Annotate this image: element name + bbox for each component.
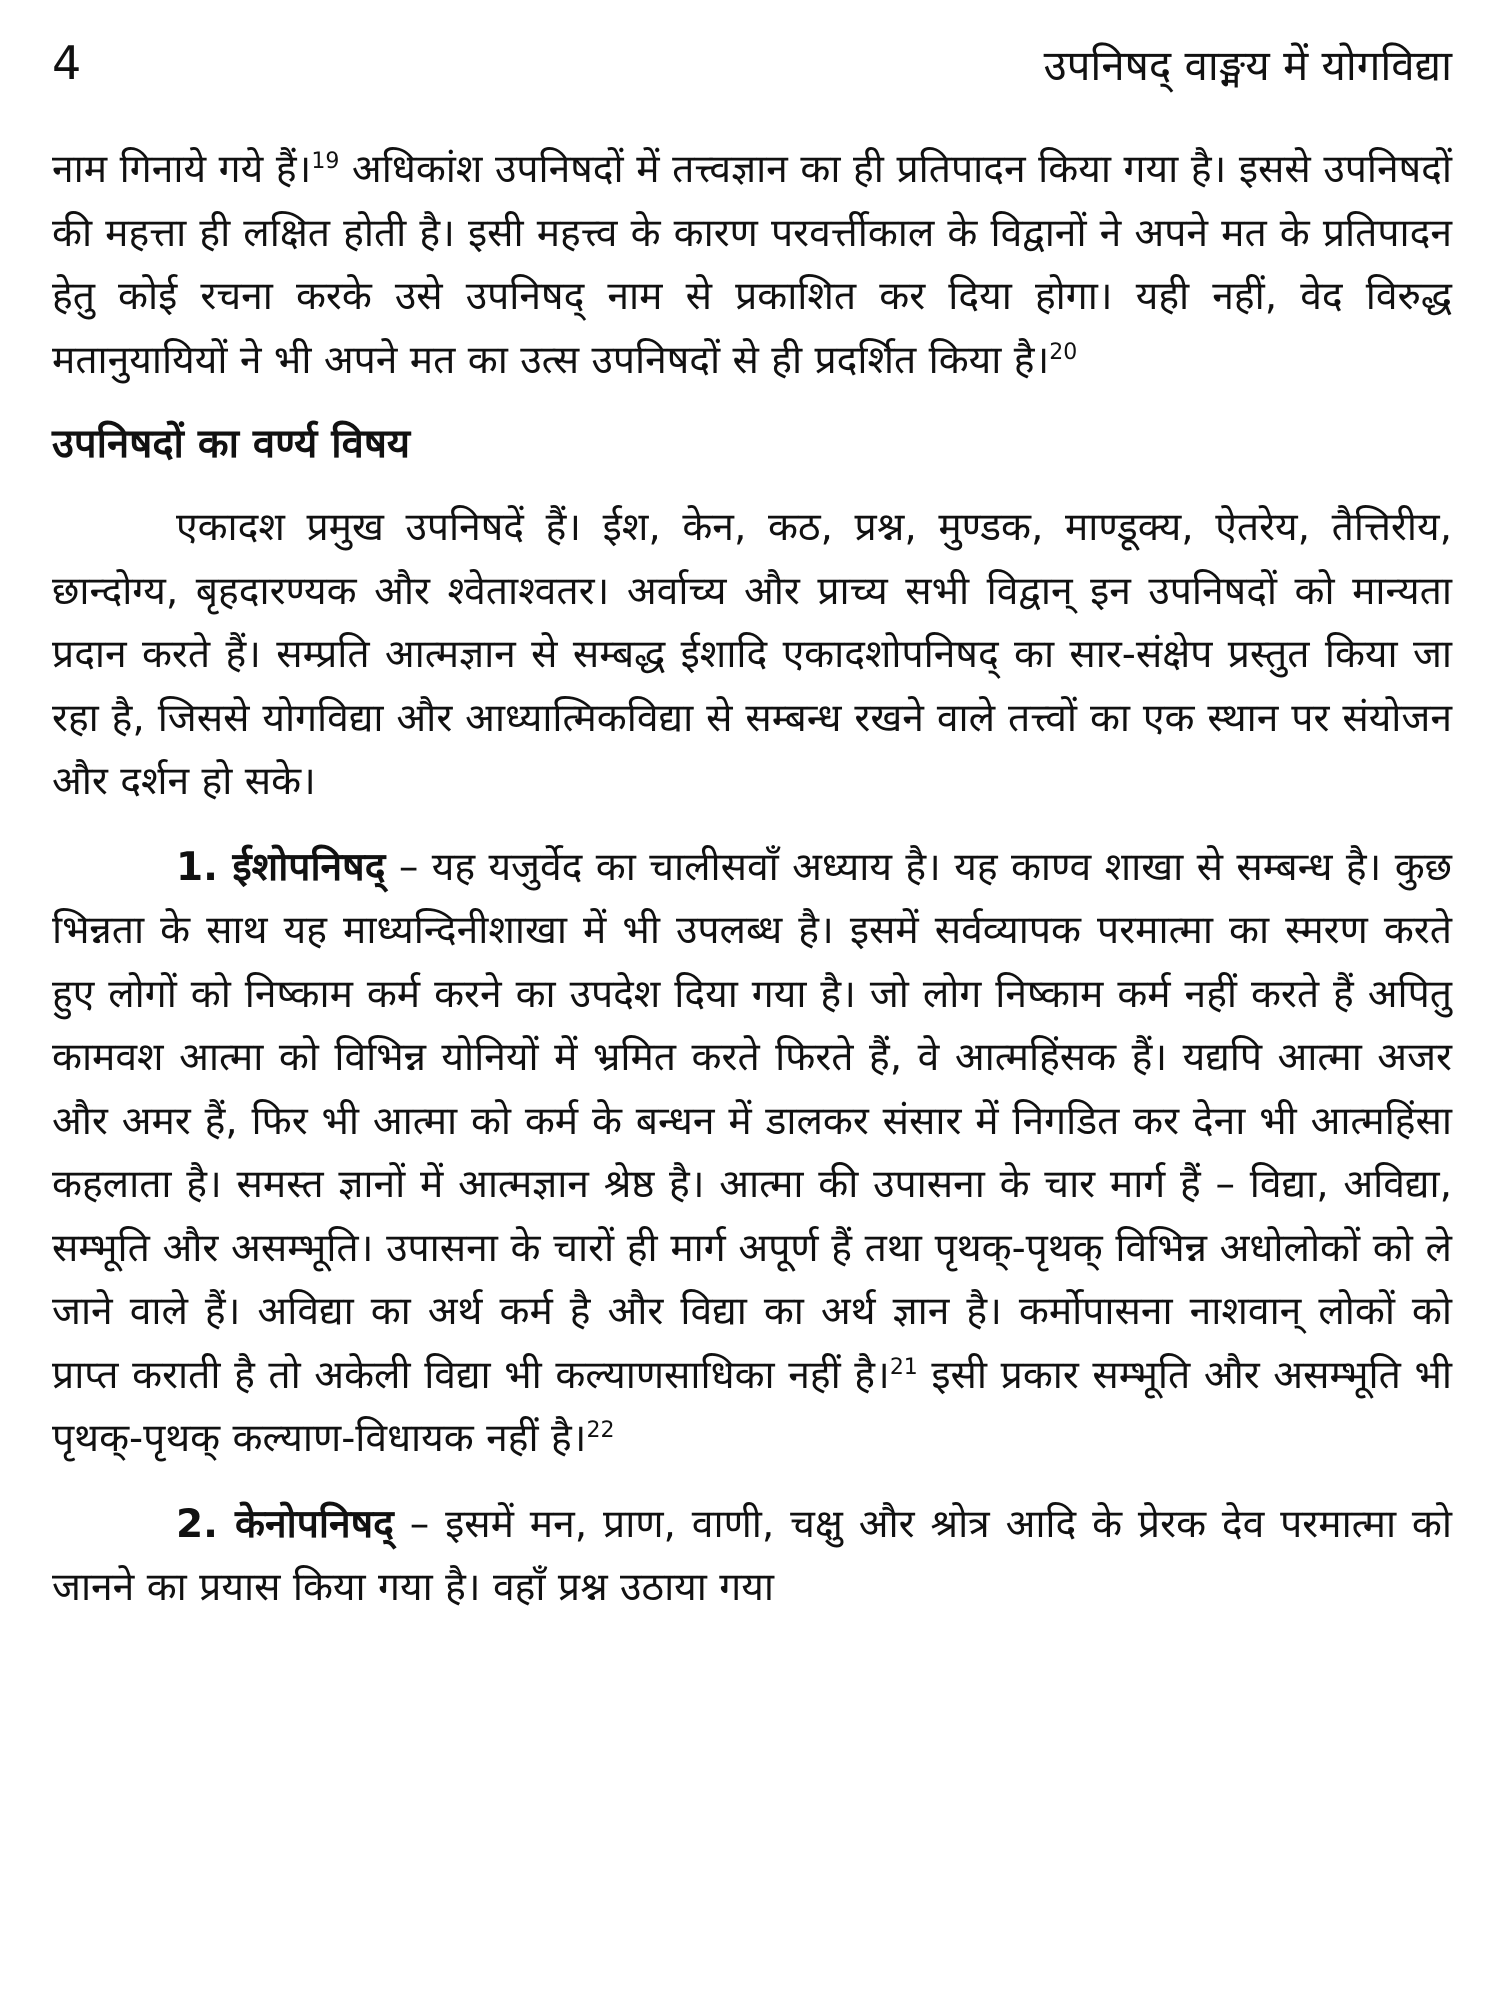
footnote-ref-19: 19	[311, 149, 340, 174]
paragraph-3	[52, 836, 1452, 1471]
paragraph-3-text-b: इसी प्रकार सम्भूति और असम्भूति भी पृथक्-पृथक् कल्याण-विधायक नहीं है।	[52, 1352, 1452, 1461]
paragraph-4-text: – इसमें मन, प्राण, वाणी, चक्षु और श्रोत्र आदि के प्रेरक देव परमात्मा को जानने का प्रयास किया गया है। वहाँ प्रश्न उठाया गया	[52, 1501, 1452, 1610]
page-header	[52, 20, 1452, 110]
kenopanishad-term: 2. केनोपनिषद्	[176, 1501, 394, 1547]
paragraph-4	[52, 1493, 1452, 1620]
paragraph-1-text-b: अधिकांश उपनिषदों में तत्त्वज्ञान का ही प्रतिपादन किया गया है। इससे उपनिषदों की महत्ता ही लक्षित होती है। इसी महत्त्व के कारण परवर्त्तीकाल के विद्वानों ने अपने मत के प्रतिपादन हेतु कोई रचना करके उसे उपनिषद् नाम से प्रकाशित कर दिया होगा। यही नहीं, वेद विरुद्ध मतानुयायियों ने भी अपने मत का उत्स उपनिषदों से ही प्रदर्शित किया है।	[52, 147, 1452, 383]
section-heading: उपनिषदों का वर्ण्य विषय	[52, 421, 411, 467]
ishopanishad-term: 1. ईशोपनिषद्	[176, 844, 386, 890]
paragraph-gap	[52, 814, 1452, 836]
footnote-ref-21: 21	[889, 1354, 918, 1380]
paragraph-1-text-a: नाम गिनाये गये हैं।	[52, 147, 312, 192]
page-body	[52, 138, 1452, 1620]
paragraph-3-text-a: – यह यजुर्वेद का चालीसवाँ अध्याय है। यह काण्व शाखा से सम्बन्ध है। कुछ भिन्नता के साथ यह माध्यन्दिनीशाखा में भी उपलब्ध है। इसमें सर्वव्यापक परमात्मा का स्मरण करते हुए लोगों को निष्काम कर्म करने का उपदेश दिया गया है। जो लोग निष्काम कर्म नहीं करते हैं अपितु कामवश आत्मा को विभिन्न योनियों में भ्रमित करते फिरते हैं, वे आत्महिंसक हैं। यद्यपि आत्मा अजर और अमर हैं, फिर भी आत्मा को कर्म के बन्धन में डालकर संसार में निगडित कर देना भी आत्महिंसा कहलाता है। समस्त ज्ञानों में आत्मज्ञान श्रेष्ठ है। आत्मा की उपासना के चार मार्ग हैं – विद्या, अविद्या, सम्भूति और असम्भूति। उपासना के चारों ही मार्ग अपूर्ण हैं तथा पृथक्-पृथक् विभिन्न अधोलोकों को ले जाने वाले हैं। अविद्या का अर्थ कर्म है और विद्या का अर्थ ज्ञान है। कर्मोपासना नाशवान् लोकों को प्राप्त कराती है तो अकेली विद्या भी कल्याणसाधिका नहीं है।	[52, 844, 1453, 1398]
footnote-ref-20: 20	[1049, 339, 1078, 365]
paragraph-gap	[52, 1471, 1452, 1493]
paragraph-2: एकादश प्रमुख उपनिषदें हैं। ईश, केन, कठ, प्रश्न, मुण्डक, माण्डूक्य, ऐतरेय, तैत्तिरीय, छान्दोग्य, बृहदारण्यक और श्वेताश्वतर। अर्वाच्य और प्राच्य सभी विद्वान् इन उपनिषदों को मान्यता प्रदान करते हैं। सम्प्रति आत्मज्ञान से सम्बद्ध ईशादि एकादशोपनिषद् का सार-संक्षेप प्रस्तुत किया जा रहा है, जिससे योगविद्या और आध्यात्मिकविद्या से सम्बन्ध रखने वाले तत्त्वों का एक स्थान पर संयोजन और दर्शन हो सके।	[52, 505, 1452, 804]
page-number: 4	[52, 36, 82, 90]
paragraph-1	[52, 138, 1452, 392]
footnote-ref-22: 22	[586, 1418, 615, 1443]
running-title: उपनिषद् वाङ्मय में योगविद्या	[1043, 41, 1452, 90]
